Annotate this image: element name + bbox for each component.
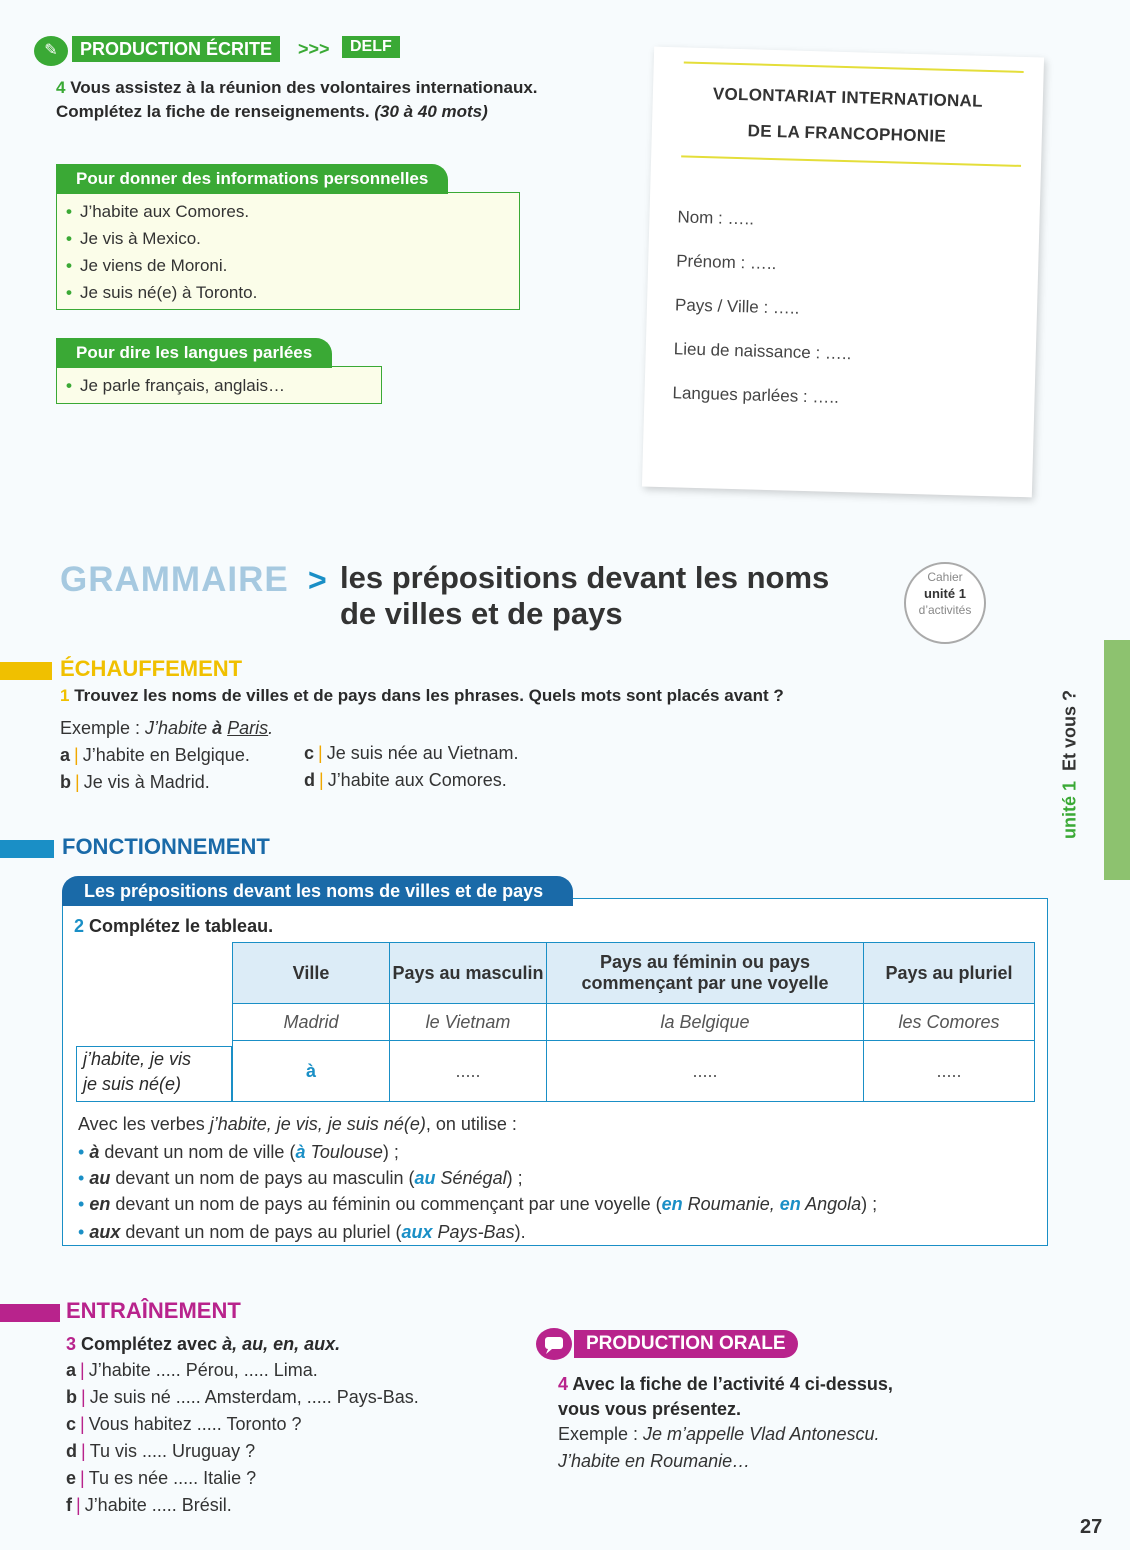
table-row <box>233 1004 1035 1041</box>
rule-text: devant un nom de ville ( <box>99 1142 296 1162</box>
example-text: Je m’appelle Vlad Antonescu. <box>643 1424 880 1444</box>
side-tab <box>1104 640 1130 880</box>
example-cell: le Vietnam <box>390 1004 547 1041</box>
rule-intro <box>78 1114 517 1135</box>
prepositions-table <box>232 942 1035 1102</box>
entrainement-title: ENTRAÎNEMENT <box>66 1298 241 1323</box>
rule-verbs: j’habite, je vis, je suis né(e) <box>209 1114 426 1134</box>
question-number: 1 <box>60 686 70 705</box>
table-header-row <box>233 943 1035 1004</box>
question-text: Complétez avec <box>81 1334 223 1354</box>
question-4-ecrite <box>56 76 636 124</box>
question-text: Trouvez les noms de villes et de pays dans les phrases. Quels mots sont placés avant ? <box>74 686 784 705</box>
pencil-icon: ✎ <box>34 36 68 66</box>
info-personnelles-title: Pour donner des informations personnelles <box>56 164 448 194</box>
rule-prep: aux <box>89 1222 121 1242</box>
rule-ex-prep: en <box>661 1194 683 1214</box>
question-1 <box>60 686 784 706</box>
rule-item: • en devant un nom de pays au féminin ou commençant par une voyelle (en Roumanie, en Angola) ; <box>78 1194 878 1214</box>
list-item: • J’habite aux Comores. <box>66 202 249 222</box>
cahier-sub: d’activités <box>918 603 972 617</box>
rule-item: • aux devant un nom de pays au pluriel (aux Pays-Bas). <box>78 1222 526 1242</box>
rule-end: ) ; <box>861 1194 878 1214</box>
item-letter: f <box>66 1495 72 1515</box>
list-item: c | Vous habitez ..... Toronto ? <box>66 1414 302 1434</box>
item-text: Je suis né ..... Amsterdam, ..... Pays-Bas. <box>89 1387 419 1407</box>
item-text: J’habite en Belgique. <box>82 745 250 765</box>
rule-prep: au <box>89 1168 111 1188</box>
example-text: J’habite <box>145 718 213 738</box>
row-label <box>76 1046 232 1102</box>
fiche-renseignements <box>642 47 1044 498</box>
list-item: d | J’habite aux Comores. <box>304 770 507 790</box>
list-item: c | Je suis née au Vietnam. <box>304 743 519 763</box>
list-item: a | J’habite en Belgique. <box>60 745 250 765</box>
item-text: J’habite ..... Pérou, ..... Lima. <box>88 1360 318 1380</box>
item-text: Je vis à Madrid. <box>83 772 210 792</box>
list-item: • Je suis né(e) à Toronto. <box>66 283 257 303</box>
cahier-label: Cahier <box>927 570 963 584</box>
divider <box>681 155 1021 166</box>
grammaire-label: GRAMMAIRE <box>60 560 289 599</box>
row-label-1: j’habite, je vis <box>83 1049 192 1069</box>
rule-ex: Roumanie, <box>682 1194 780 1214</box>
row-label-2: je suis né(e) <box>83 1074 182 1094</box>
fiche-title-1: VOLONTARIAT INTERNATIONAL <box>712 84 984 111</box>
rule-item: • à devant un nom de ville (à Toulouse) ; <box>78 1142 399 1162</box>
list-item: • Je vis à Mexico. <box>66 229 201 249</box>
item-letter: d <box>304 770 315 790</box>
example-label: Exemple : <box>60 718 146 738</box>
fonctionnement-box-title: Les prépositions devant les noms de villes et de pays <box>62 876 573 906</box>
production-orale-banner: PRODUCTION ORALE <box>574 1330 798 1358</box>
answer-cell[interactable]: ..... <box>547 1041 864 1102</box>
example-1: Exemple : J’habite à Paris. <box>60 718 274 738</box>
title-line1: les prépositions devant les noms <box>340 560 830 595</box>
langues-title: Pour dire les langues parlées <box>56 338 332 368</box>
rule-ex: Toulouse <box>305 1142 383 1162</box>
field-nom[interactable]: Nom : ….. <box>677 207 755 229</box>
rule-text: devant un nom de pays au pluriel ( <box>120 1222 402 1242</box>
example-prep: à <box>212 718 223 738</box>
header-cell: Pays au pluriel <box>864 943 1035 1004</box>
item-text: J’habite aux Comores. <box>327 770 507 790</box>
item-letter: b <box>66 1387 77 1407</box>
fonctionnement-title: FONCTIONNEMENT <box>62 834 270 859</box>
item-letter: e <box>66 1468 77 1488</box>
example-city: Paris <box>227 718 269 738</box>
field-langues[interactable]: Langues parlées : ….. <box>672 383 840 407</box>
question-2 <box>74 916 273 937</box>
rule-ex: Pays-Bas <box>432 1222 515 1242</box>
rule-text: devant un nom de pays au féminin ou commençant par une voyelle ( <box>110 1194 662 1214</box>
divider <box>684 61 1024 72</box>
header-cell: Pays au masculin <box>390 943 547 1004</box>
header-cell: Pays au féminin ou pays commençant par une voyelle <box>547 943 864 1004</box>
example-line: J’habite en Roumanie… <box>558 1451 751 1471</box>
list-item: b | Je suis né ..... Amsterdam, ..... Pays-Bas. <box>66 1387 419 1407</box>
item-text: Tu vis ..... Uruguay ? <box>89 1441 256 1461</box>
item-letter: a <box>60 745 71 765</box>
item-text: J’habite ..... Brésil. <box>84 1495 232 1515</box>
question-line2: vous vous présentez. <box>558 1399 742 1419</box>
question-preps: à, au, en, aux. <box>222 1334 341 1354</box>
list-item: • Je viens de Moroni. <box>66 256 227 276</box>
production-ecrite-banner: PRODUCTION ÉCRITE <box>72 36 280 62</box>
item-text: Je suis née au Vietnam. <box>326 743 519 763</box>
item-letter: d <box>66 1441 77 1461</box>
item-text: Tu es née ..... Italie ? <box>88 1468 257 1488</box>
question-3 <box>66 1334 340 1355</box>
answer-cell: à <box>233 1041 390 1102</box>
speech-bubble-icon <box>536 1328 572 1360</box>
rule-prep: à <box>89 1142 100 1162</box>
question-number: 4 <box>558 1374 569 1394</box>
side-title: Et vous ? <box>1059 689 1080 771</box>
question-number: 4 <box>56 78 66 97</box>
question-line1: Avec la fiche de l’activité 4 ci-dessus, <box>572 1374 893 1394</box>
table-row <box>233 1041 1035 1102</box>
item-letter: c <box>66 1414 77 1434</box>
question-4-orale <box>558 1372 958 1422</box>
list-item: • Je parle français, anglais… <box>66 376 285 396</box>
rule-ex-prep: en <box>779 1194 801 1214</box>
example-cell: les Comores <box>864 1004 1035 1041</box>
item-letter: a <box>66 1360 77 1380</box>
section-bar <box>0 1304 60 1322</box>
fiche-title-2: DE LA FRANCOPHONIE <box>747 121 947 146</box>
field-pays-ville[interactable]: Pays / Ville : ….. <box>674 295 800 318</box>
side-unit: unité 1 <box>1059 781 1080 840</box>
echauffement-title: ÉCHAUFFEMENT <box>60 656 243 681</box>
example-cell: la Belgique <box>547 1004 864 1041</box>
example-cell: Madrid <box>233 1004 390 1041</box>
rule-end: ) ; <box>506 1168 523 1188</box>
rule-ex-prep: aux <box>401 1222 433 1242</box>
rule-ex-prep: au <box>414 1168 436 1188</box>
chevron-right-icon: > <box>308 562 327 598</box>
question-text: Complétez le tableau. <box>89 916 274 936</box>
rule-text: devant un nom de pays au masculin ( <box>110 1168 415 1188</box>
question-number: 3 <box>66 1334 77 1354</box>
delf-tag: DELF <box>342 36 400 58</box>
question-line1: Vous assistez à la réunion des volontaires internationaux. <box>70 78 538 97</box>
rule-text: Avec les verbes <box>78 1114 210 1134</box>
section-bar <box>0 840 54 858</box>
header-cell: Ville <box>233 943 390 1004</box>
list-item: d | Tu vis ..... Uruguay ? <box>66 1441 256 1461</box>
side-tab-label <box>1060 645 1081 885</box>
banner-arrows: >>> <box>298 39 330 59</box>
field-prenom[interactable]: Prénom : ….. <box>675 251 777 274</box>
field-lieu-naissance[interactable]: Lieu de naissance : ….. <box>673 339 852 364</box>
rule-end: ). <box>514 1222 526 1242</box>
list-item: b | Je vis à Madrid. <box>60 772 210 792</box>
section-bar <box>0 662 52 680</box>
item-letter: c <box>304 743 315 763</box>
rule-end: ) ; <box>382 1142 399 1162</box>
cahier-badge <box>904 562 986 644</box>
example-label: Exemple : <box>558 1424 644 1444</box>
rule-ex: Sénégal <box>435 1168 507 1188</box>
question-number: 2 <box>74 916 85 936</box>
answer-cell[interactable]: ..... <box>390 1041 547 1102</box>
rule-prep: en <box>89 1194 111 1214</box>
item-letter: b <box>60 772 71 792</box>
example-line <box>558 1424 880 1445</box>
list-item: a | J’habite ..... Pérou, ..... Lima. <box>66 1360 318 1380</box>
list-item: e | Tu es née ..... Italie ? <box>66 1468 257 1488</box>
rule-item: • au devant un nom de pays au masculin (au Sénégal) ; <box>78 1168 523 1188</box>
question-line2: Complétez la fiche de renseignements. <box>56 102 370 121</box>
title-line2: de villes et de pays <box>340 596 623 631</box>
page-number: 27 <box>1080 1516 1103 1538</box>
rule-ex-prep: à <box>295 1142 306 1162</box>
question-note: (30 à 40 mots) <box>374 102 488 121</box>
rule-ex: Angola <box>800 1194 862 1214</box>
cahier-unit: unité 1 <box>924 586 966 601</box>
answer-cell[interactable]: ..... <box>864 1041 1035 1102</box>
grammaire-title <box>340 560 900 632</box>
rule-text: , on utilise : <box>425 1114 517 1134</box>
list-item: f | J’habite ..... Brésil. <box>66 1495 232 1515</box>
item-text: Vous habitez ..... Toronto ? <box>88 1414 302 1434</box>
